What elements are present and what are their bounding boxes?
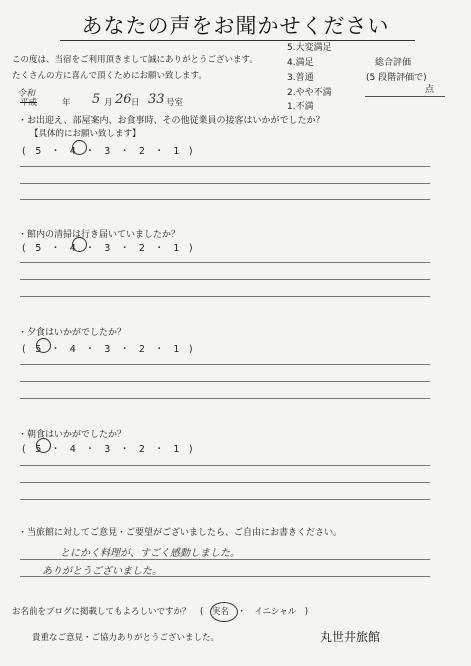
answer-line [20, 183, 430, 184]
page-title: あなたの声をお聞かせください [81, 14, 390, 38]
selected-circle-dinner [36, 338, 51, 353]
handwritten-era: 令和 [17, 89, 36, 99]
day-suffix: 日 [131, 98, 140, 108]
room-suffix: 号室 [166, 98, 184, 108]
day-value: 26 [115, 92, 132, 107]
question-dinner: ・夕食はいかがでしたか？ [18, 328, 127, 338]
overall-unit: 点 [425, 85, 435, 95]
question-service: ・お出迎え、部屋案内、お食事時、その他従業員の接客はいかがでしたか？ [18, 116, 325, 126]
specific-note: 【具体的にお願い致します】 [30, 129, 141, 139]
answer-line [20, 576, 430, 577]
month-value: 5 [92, 92, 101, 107]
answer-line [20, 279, 430, 280]
answer-line [20, 296, 430, 297]
answer-line [20, 166, 430, 167]
selected-circle-service [72, 140, 87, 155]
legend-4: 4.満足 [287, 58, 314, 68]
intro-line-2: たくさんの方に喜んで頂くためにお願い致します。 [12, 71, 207, 81]
footer-thanks: 貴重なご意見・ご協力ありがとうございました。 [32, 633, 220, 643]
overall-sublabel: (5 段階評価で) [366, 73, 427, 83]
answer-line [20, 482, 430, 483]
answer-line [20, 199, 430, 200]
overall-label: 総合評価 [375, 58, 412, 68]
answer-line [20, 398, 430, 399]
legend-1: 1.不満 [287, 102, 314, 112]
title-underline [60, 40, 415, 41]
overall-score-line [365, 96, 445, 97]
comments-prompt: ・当旅館に対してご意見・ご要望がございましたら、ご自由にお書きください。 [18, 528, 343, 538]
rating-dinner: ( 5 ・ 4 ・ 3 ・ 2 ・ 1 ) [22, 344, 193, 355]
selected-circle-breakfast [36, 438, 51, 453]
selected-circle-cleaning [72, 237, 87, 252]
rating-service: ( 5 ・ 4 ・ 3 ・ 2 ・ 1 ) [22, 146, 193, 157]
answer-line [20, 381, 430, 382]
legend-2: 2.やや不満 [287, 88, 332, 98]
inn-name: 丸世井旅館 [320, 630, 381, 644]
answer-line [20, 364, 430, 365]
question-breakfast: ・朝食はいかがでしたか？ [18, 430, 127, 440]
legend-3: 3.普通 [287, 73, 314, 83]
question-cleaning: ・館内の清掃は行き届いていましたか？ [18, 230, 181, 240]
blog-options: ( 実名 ・ イニシャル ) [200, 607, 309, 617]
blog-question: お名前をブログに掲載してもよろしいですか？ [12, 607, 191, 617]
answer-line [20, 499, 430, 500]
comment-line-2: ありがとうございました。 [42, 566, 162, 577]
rating-breakfast: ( 5 ・ 4 ・ 3 ・ 2 ・ 1 ) [22, 444, 193, 455]
answer-line [20, 465, 430, 466]
intro-line-1: この度は、当宿をご利用頂きまして誠にありがとうございます。 [12, 55, 258, 65]
answer-line [20, 262, 430, 263]
year-suffix: 年 [62, 98, 71, 108]
answer-line [20, 559, 430, 560]
printed-era: 平成 [20, 98, 38, 108]
legend-5: 5.大変満足 [287, 43, 332, 53]
rating-cleaning: ( 5 ・ 4 ・ 3 ・ 2 ・ 1 ) [22, 243, 193, 254]
comment-line-1: とにかく料理が、すごく感動しました。 [60, 548, 240, 559]
month-suffix: 月 [104, 98, 113, 108]
selected-circle-blog [210, 602, 238, 622]
room-value: 33 [148, 92, 165, 107]
